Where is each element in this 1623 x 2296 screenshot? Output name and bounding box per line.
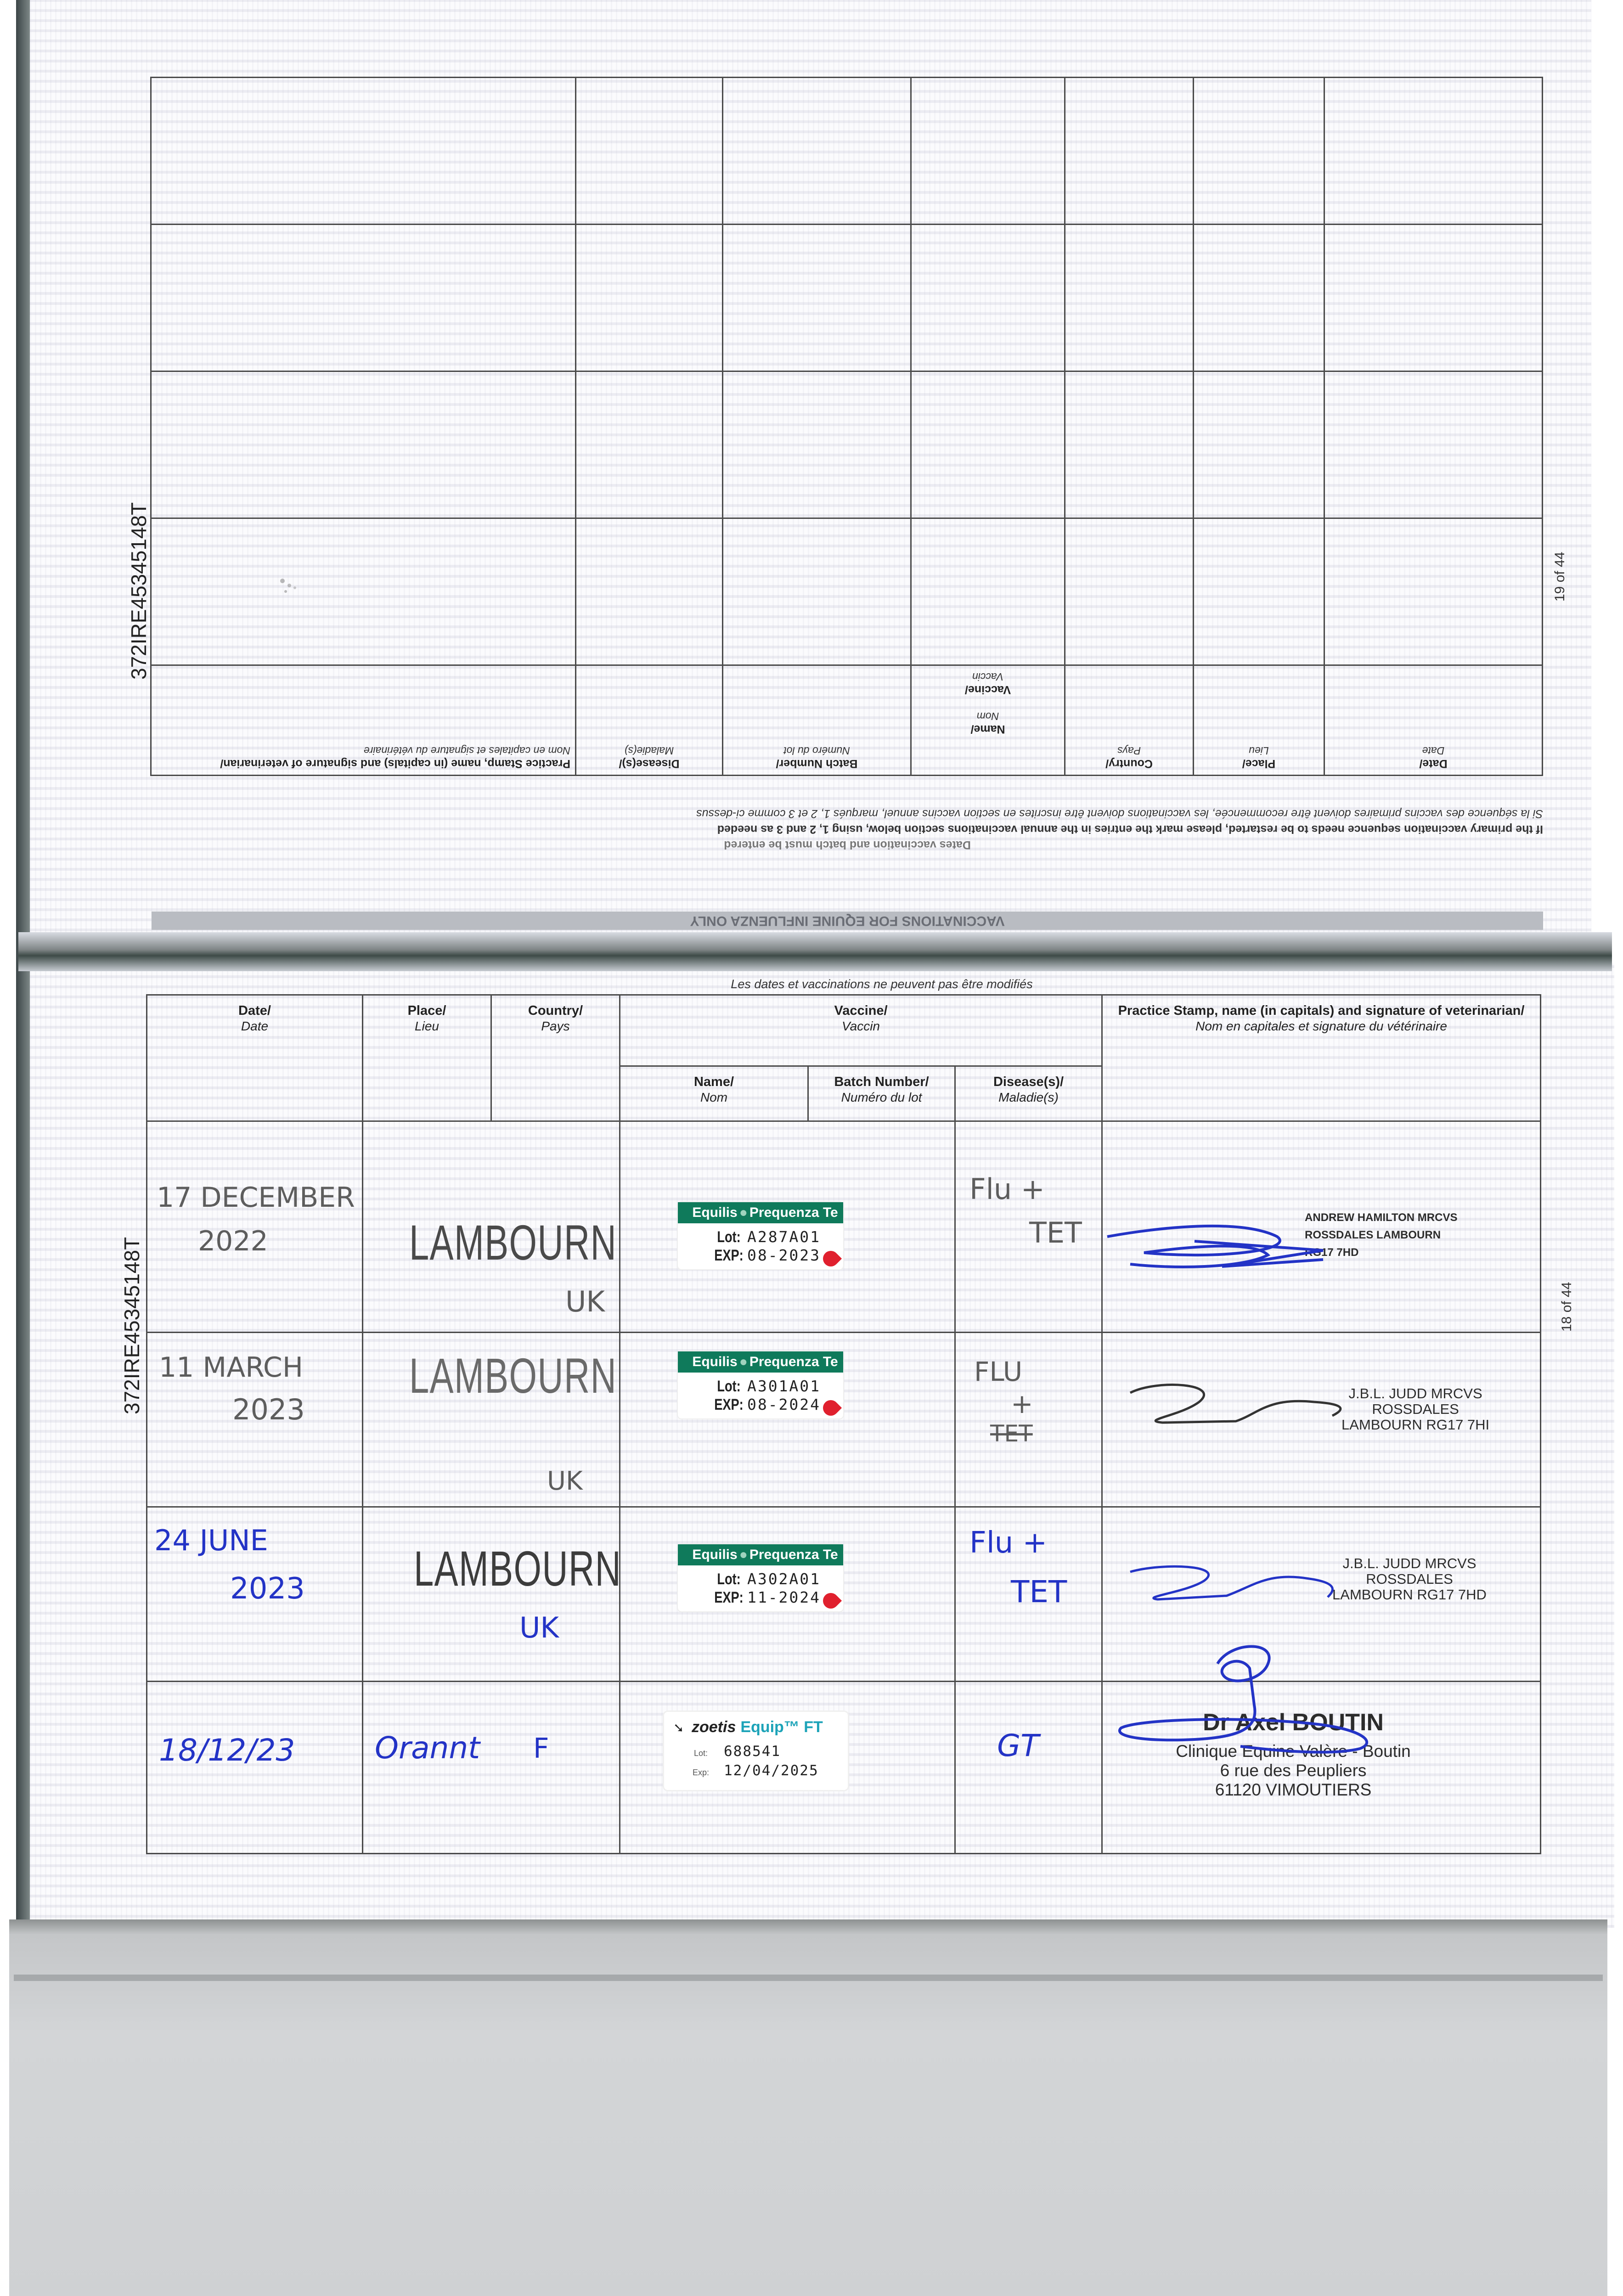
disease-line2: TET bbox=[1011, 1574, 1067, 1609]
top-cell bbox=[911, 371, 1065, 518]
disease-cell bbox=[955, 1507, 1102, 1682]
country-text: UK bbox=[547, 1466, 583, 1496]
vet-line3: LAMBOURN RG17 7HD bbox=[1332, 1587, 1487, 1603]
date-line2: 2023 bbox=[232, 1393, 305, 1426]
top-cell bbox=[1194, 371, 1324, 518]
lot-key: Lot: bbox=[717, 1228, 741, 1246]
top-cell bbox=[151, 371, 576, 518]
vaccine-cell bbox=[620, 1333, 955, 1507]
label-product: Prequenza Te bbox=[749, 1354, 838, 1369]
vet-signature bbox=[1121, 1370, 1369, 1439]
top-cell bbox=[1065, 371, 1194, 518]
place-country-cell bbox=[363, 1333, 620, 1507]
vet-signature bbox=[1103, 1209, 1341, 1283]
top-note-line2: If the primary vaccination sequence needs to be restarted, please mark the entries in the annual vaccinations section below, using 1, 2 and 3 as needed bbox=[717, 823, 1543, 836]
book-gutter bbox=[18, 932, 1612, 971]
stamp-cell bbox=[1102, 1333, 1541, 1507]
header-disease: Disease(s)/ Maladie(s) bbox=[955, 1066, 1102, 1121]
passport-number-bottom: 372IRE45345148T bbox=[120, 1237, 144, 1414]
header-name: Name/ Nom bbox=[620, 1066, 808, 1121]
top-cell bbox=[911, 78, 1065, 225]
label-dot-icon: ● bbox=[739, 1354, 748, 1369]
top-cell bbox=[151, 225, 576, 371]
date-cell bbox=[147, 1333, 363, 1507]
place-stamp: LAMBOURN bbox=[409, 1348, 617, 1403]
top-cell bbox=[723, 371, 911, 518]
label-dot-icon: ● bbox=[739, 1547, 748, 1562]
vaccine-cell bbox=[620, 1682, 955, 1854]
scan-speck bbox=[276, 574, 303, 597]
top-header-disease: Disease(s)/ Maladie(s) bbox=[576, 665, 723, 776]
top-page-title: VACCINATIONS FOR EQUINE INFLUENZA ONLY bbox=[152, 912, 1543, 930]
vet-line1: J.B.L. JUDD MRCVS bbox=[1348, 1385, 1482, 1401]
exp-value: 12/04/2025 bbox=[724, 1762, 819, 1779]
disease-cell bbox=[955, 1333, 1102, 1507]
exp-row bbox=[688, 1588, 843, 1607]
lot-value: A302A01 bbox=[747, 1570, 821, 1588]
vet-signature bbox=[1116, 1553, 1364, 1618]
top-note-line1: Dates vaccination and batch must be entered bbox=[724, 838, 971, 851]
vet-line1: ANDREW HAMILTON MRCVS bbox=[1305, 1211, 1458, 1224]
exp-row bbox=[688, 1396, 843, 1414]
disease-line2: TET bbox=[1029, 1216, 1082, 1249]
exp-key: EXP: bbox=[714, 1589, 744, 1606]
vet-line3: 6 rue des Peupliers bbox=[1220, 1761, 1367, 1780]
vaccine-label-bar bbox=[678, 1544, 843, 1565]
top-cell bbox=[1065, 518, 1194, 665]
top-cell bbox=[151, 78, 576, 225]
lot-row bbox=[688, 1570, 843, 1588]
lot-key: Lot: bbox=[693, 1749, 708, 1758]
zoetis-logo-icon: ➘ bbox=[673, 1721, 684, 1735]
place-country-cell bbox=[363, 1682, 620, 1854]
label-brand: Equilis bbox=[692, 1354, 738, 1369]
vet-name: Dr Axel BOUTIN bbox=[1203, 1709, 1384, 1736]
top-cell bbox=[723, 225, 911, 371]
vaccine-label-body bbox=[678, 1223, 843, 1269]
disease-cell bbox=[955, 1121, 1102, 1333]
top-cell bbox=[1194, 78, 1324, 225]
vet-line3: RG17 7HD bbox=[1305, 1246, 1359, 1259]
disease-line1: GT bbox=[997, 1728, 1039, 1763]
top-cell bbox=[1065, 225, 1194, 371]
top-cell bbox=[576, 225, 723, 371]
zoetis-label-header bbox=[692, 1718, 823, 1736]
place-stamp: LAMBOURN bbox=[414, 1541, 622, 1596]
vet-line2: Clinique Equine Valère - Boutin bbox=[1176, 1742, 1411, 1761]
exp-value: 11-2024 bbox=[747, 1588, 821, 1606]
header-date: Date/ Date bbox=[147, 995, 363, 1121]
speck-mark bbox=[276, 574, 303, 597]
top-cell bbox=[1194, 518, 1324, 665]
top-cell bbox=[576, 78, 723, 225]
lot-value: 688541 bbox=[724, 1743, 781, 1760]
top-cell bbox=[911, 225, 1065, 371]
table-row bbox=[147, 1121, 1541, 1333]
top-header-name: Name/ Nom Vaccine/ Vaccin bbox=[911, 665, 1065, 776]
top-page-instructions bbox=[152, 806, 1543, 853]
header-batch: Batch Number/ Numéro du lot bbox=[808, 1066, 955, 1121]
header-vaccine: Vaccine/ Vaccin bbox=[620, 995, 1102, 1066]
exp-row bbox=[678, 1762, 819, 1779]
date-cell bbox=[147, 1121, 363, 1333]
place-stamp: LAMBOURN bbox=[409, 1215, 617, 1270]
place-country-cell bbox=[363, 1121, 620, 1333]
country-text: UK bbox=[565, 1285, 605, 1318]
top-cell bbox=[723, 518, 911, 665]
vet-line2: ROSSDALES bbox=[1372, 1401, 1459, 1417]
disease-line1: Flu + bbox=[969, 1172, 1045, 1206]
book-spine-shadow bbox=[16, 0, 32, 1988]
vaccine-label-bar bbox=[678, 1351, 843, 1373]
date-line1: 18/12/23 bbox=[159, 1733, 295, 1768]
vaccine-label-body bbox=[678, 1373, 843, 1418]
country-text: F bbox=[533, 1733, 549, 1765]
top-cell bbox=[723, 78, 911, 225]
label-dot-icon: ● bbox=[739, 1205, 748, 1220]
place-country-cell bbox=[363, 1507, 620, 1682]
vaccine-cell bbox=[620, 1507, 955, 1682]
lot-row bbox=[688, 1377, 843, 1396]
vet-line2: ROSSDALES bbox=[1366, 1571, 1453, 1587]
header-place: Place/ Lieu bbox=[363, 995, 491, 1121]
lot-value: A287A01 bbox=[747, 1228, 821, 1246]
date-cell bbox=[147, 1682, 363, 1854]
top-note-fr: Si la séquence des vaccins primaires doivent être recommencée, les vaccinations doivent être inscrites en section vaccins annuel, marqués 1, 2 et 3 comme ci-dessus bbox=[696, 807, 1543, 820]
exp-value: 08-2023 bbox=[747, 1246, 821, 1264]
vaccine-label bbox=[678, 1544, 843, 1611]
lot-value: A301A01 bbox=[747, 1377, 821, 1395]
page-edge bbox=[14, 1975, 1603, 1981]
exp-key: EXP: bbox=[714, 1396, 744, 1413]
vet-line3: LAMBOURN RG17 7HI bbox=[1341, 1417, 1490, 1433]
empty-vaccination-table bbox=[150, 77, 1543, 776]
disease-line1: FLU bbox=[974, 1356, 1023, 1387]
disease-line1: Flu + bbox=[969, 1526, 1048, 1560]
date-line1: 11 MARCH bbox=[159, 1351, 303, 1384]
top-cell bbox=[576, 518, 723, 665]
lot-row bbox=[678, 1743, 781, 1760]
top-cell bbox=[1324, 225, 1543, 371]
label-brand: Equilis bbox=[692, 1205, 738, 1220]
exp-key: Exp: bbox=[692, 1768, 710, 1777]
passport-number-top: 372IRE45345148T bbox=[127, 502, 151, 680]
vaccine-label-body bbox=[678, 1565, 843, 1611]
date-line2: 2022 bbox=[198, 1225, 268, 1257]
place-text: Orannt bbox=[375, 1730, 480, 1766]
upside-down-vaccination-table bbox=[152, 78, 1543, 776]
vaccine-label bbox=[678, 1202, 843, 1269]
lot-row bbox=[688, 1228, 843, 1246]
disease-line3: TET bbox=[990, 1420, 1033, 1447]
disease-line2: + bbox=[1011, 1388, 1033, 1419]
stamp-cell bbox=[1102, 1682, 1541, 1854]
table-row bbox=[147, 1333, 1541, 1507]
label-product: Prequenza Te bbox=[749, 1547, 838, 1562]
vet-line1: J.B.L. JUDD MRCVS bbox=[1342, 1555, 1476, 1571]
top-cell bbox=[1194, 225, 1324, 371]
top-header-place: Place/ Lieu bbox=[1194, 665, 1324, 776]
vaccine-label-zoetis bbox=[664, 1712, 848, 1790]
top-cell bbox=[576, 371, 723, 518]
top-cell bbox=[1065, 78, 1194, 225]
vet-signature bbox=[1103, 1636, 1424, 1774]
label-product: Equip™ FT bbox=[740, 1718, 823, 1736]
label-product: Prequenza Te bbox=[749, 1205, 838, 1220]
disease-cell bbox=[955, 1682, 1102, 1854]
vaccine-label-bar bbox=[678, 1202, 843, 1223]
top-header-batch: Batch Number/ Numéro du lot bbox=[723, 665, 911, 776]
lot-key: Lot: bbox=[717, 1378, 741, 1395]
top-cell bbox=[1324, 518, 1543, 665]
header-country: Country/ Pays bbox=[491, 995, 620, 1121]
date-line1: 17 DECEMBER bbox=[157, 1182, 355, 1214]
lot-key: Lot: bbox=[717, 1570, 741, 1588]
date-line2: 2023 bbox=[230, 1572, 305, 1606]
header-stamp: Practice Stamp, name (in capitals) and signature of veterinarian/ Nom en capitales et signature du vétérinaire bbox=[1102, 995, 1541, 1121]
page-number-19: 19 of 44 bbox=[1552, 551, 1567, 602]
bottom-page-note: Les dates et vaccinations ne peuvent pas être modifiés bbox=[731, 977, 1033, 991]
vaccine-label bbox=[678, 1351, 843, 1418]
vet-line2: ROSSDALES LAMBOURN bbox=[1305, 1229, 1441, 1241]
vet-line4: 61120 VIMOUTIERS bbox=[1215, 1780, 1372, 1799]
top-cell bbox=[151, 518, 576, 665]
label-brand: zoetis bbox=[692, 1718, 736, 1736]
top-cell bbox=[911, 518, 1065, 665]
top-header-date: Date/ Date bbox=[1324, 665, 1543, 776]
table-row bbox=[147, 1682, 1541, 1854]
date-line1: 24 JUNE bbox=[154, 1524, 268, 1557]
top-header-stamp: Practice Stamp, name (in capitals) and signature of veterinarian/ Nom en capitales et signature du vétérinaire bbox=[151, 665, 576, 776]
exp-value: 08-2024 bbox=[747, 1396, 821, 1413]
date-cell bbox=[147, 1507, 363, 1682]
vaccine-cell bbox=[620, 1121, 955, 1333]
country-text: UK bbox=[519, 1611, 559, 1644]
exp-key: EXP: bbox=[714, 1247, 744, 1264]
exp-row bbox=[688, 1246, 843, 1265]
vaccination-record-table bbox=[146, 994, 1541, 1854]
page-number-18: 18 of 44 bbox=[1559, 1282, 1574, 1332]
label-brand: Equilis bbox=[692, 1547, 738, 1562]
stamp-cell bbox=[1102, 1121, 1541, 1333]
top-cell bbox=[1324, 78, 1543, 225]
top-header-country: Country/ Pays bbox=[1065, 665, 1194, 776]
top-cell bbox=[1324, 371, 1543, 518]
